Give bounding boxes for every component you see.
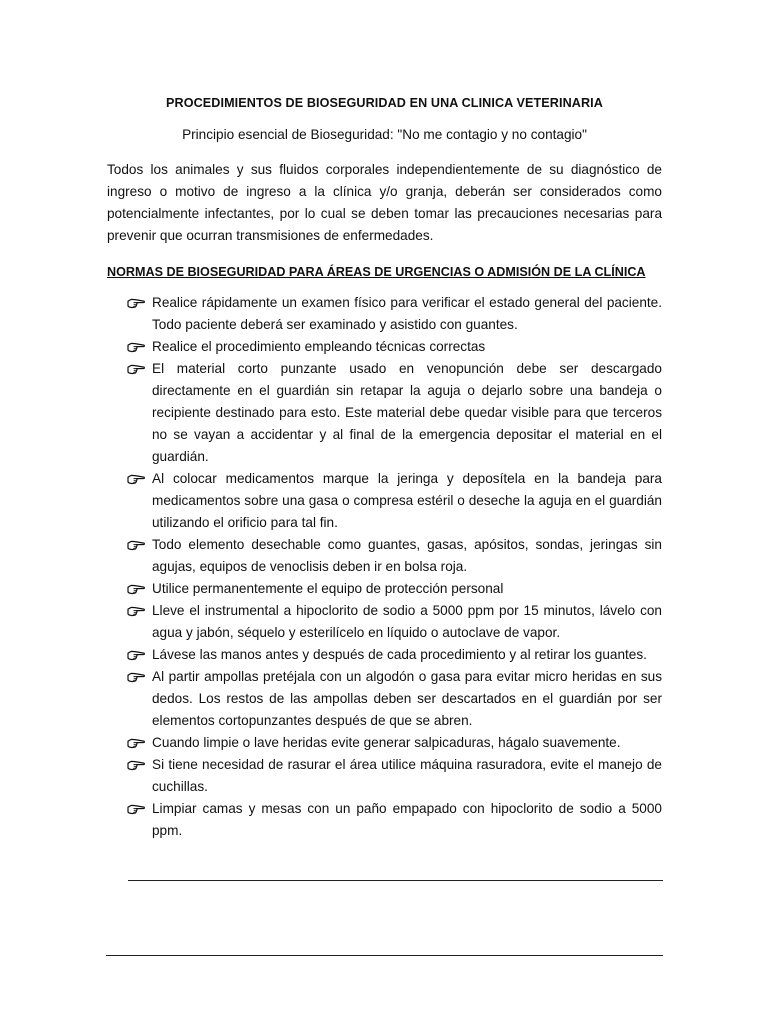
list-item <box>107 732 662 754</box>
pointing-hand-icon <box>127 600 147 622</box>
list-item <box>107 292 662 336</box>
list-item <box>107 644 662 666</box>
list-item-text: Cuando limpie o lave heridas evite generar salpicaduras, hágalo suavemente. <box>152 735 621 750</box>
list-item <box>107 754 662 798</box>
list-item-text: Realice el procedimiento empleando técnicas correctas <box>152 339 486 354</box>
pointing-hand-icon <box>127 292 147 314</box>
list-item-text: Limpiar camas y mesas con un paño empapado con hipoclorito de sodio a 5000 ppm. <box>152 801 662 838</box>
list-item <box>107 358 662 468</box>
list-item-text: Lávese las manos antes y después de cada procedimiento y al retirar los guantes. <box>152 647 647 662</box>
list-item-text: Al colocar medicamentos marque la jeringa y deposítela en la bandeja para medicamentos sobre una gasa o compresa estéril o deseche la aguja en el guardián utilizando el orificio para tal fin. <box>152 471 662 530</box>
list-item <box>107 534 662 578</box>
list-item <box>107 600 662 644</box>
pointing-hand-icon <box>127 468 147 490</box>
list-item-text: Si tiene necesidad de rasurar el área utilice máquina rasuradora, evite el manejo de cuchillas. <box>152 757 662 794</box>
divider-line <box>106 955 663 956</box>
pointing-hand-icon <box>127 754 147 776</box>
pointing-hand-icon <box>127 578 147 600</box>
list-item-text: El material corto punzante usado en venopunción debe ser descargado directamente en el guardián sin retapar la aguja o dejarlo sobre una bandeja o recipiente destinado para esto. Este material debe quedar visible para que terceros no se vayan a accidentar y al final de la emergencia depositar el material en el guardián. <box>152 361 662 464</box>
list-item-text: Utilice permanentemente el equipo de protección personal <box>152 581 504 596</box>
pointing-hand-icon <box>127 534 147 556</box>
document-title: PROCEDIMIENTOS DE BIOSEGURIDAD EN UNA CLINICA VETERINARIA <box>166 96 603 110</box>
pointing-hand-icon <box>127 644 147 666</box>
list-item-text: Realice rápidamente un examen físico para verificar el estado general del paciente. Todo paciente deberá ser examinado y asistido con guantes. <box>152 295 662 332</box>
list-item <box>107 666 662 732</box>
list-item <box>107 468 662 534</box>
list-item-text: Todo elemento desechable como guantes, gasas, apósitos, sondas, jeringas sin agujas, equipos de venoclisis deben ir en bolsa roja. <box>152 537 662 574</box>
pointing-hand-icon <box>127 732 147 754</box>
section-heading: NORMAS DE BIOSEGURIDAD PARA ÁREAS DE URGENCIAS O ADMISIÓN DE LA CLÍNICA <box>107 265 646 279</box>
pointing-hand-icon <box>127 666 147 688</box>
document-page <box>107 92 662 842</box>
list-item <box>107 336 662 358</box>
list-item-text: Al partir ampollas pretéjala con un algodón o gasa para evitar micro heridas en sus dedos. Los restos de las ampollas deben ser descartados en el guardián por ser elementos cortopunzantes después de que se abren. <box>152 669 662 728</box>
list-item <box>107 798 662 842</box>
intro-paragraph: Todos los animales y sus fluidos corporales independientemente de su diagnóstico de ingreso o motivo de ingreso a la clínica y/o granja, deberán ser considerados como potencialmente infectantes, por lo cual se deben tomar las precauciones necesarias para prevenir que ocurran transmisiones de enfermedades. <box>107 162 662 243</box>
pointing-hand-icon <box>127 336 147 358</box>
norms-list <box>107 292 662 842</box>
pointing-hand-icon <box>127 358 147 380</box>
list-item <box>107 578 662 600</box>
divider-line <box>128 880 663 881</box>
document-subtitle: Principio esencial de Bioseguridad: "No me contagio y no contagio" <box>182 127 587 142</box>
pointing-hand-icon <box>127 798 147 820</box>
list-item-text: Lleve el instrumental a hipoclorito de sodio a 5000 ppm por 15 minutos, lávelo con agua y jabón, séquelo y esterilícelo en líquido o autoclave de vapor. <box>152 603 662 640</box>
